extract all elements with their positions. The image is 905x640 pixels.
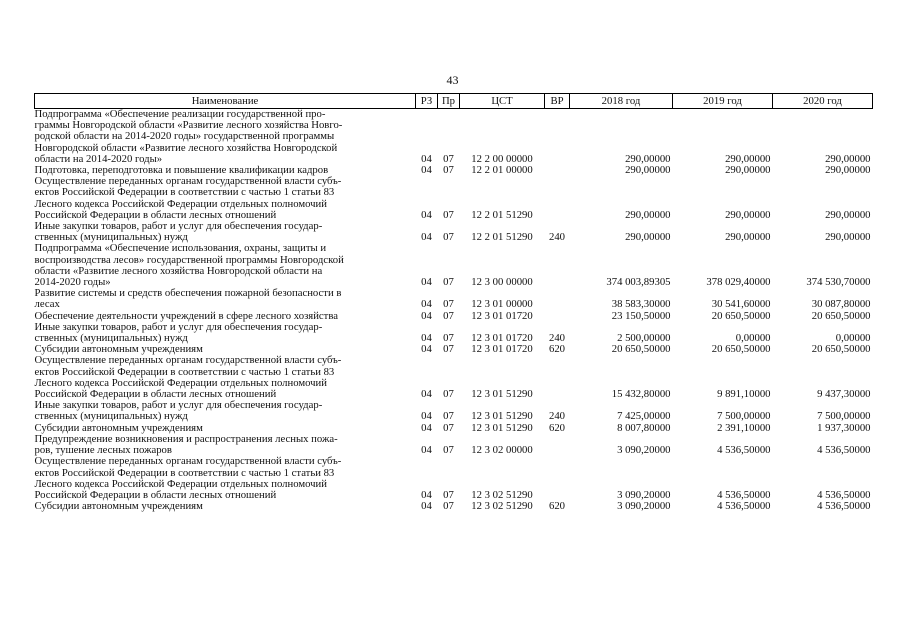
cell-2019: 4 536,50000 bbox=[717, 500, 771, 513]
budget-table bbox=[34, 93, 873, 512]
cell-cst: 12 3 01 51290 bbox=[471, 421, 533, 434]
table-row bbox=[35, 288, 873, 310]
cell-2018: 290,00000 bbox=[625, 208, 671, 221]
cell-rz: 04 bbox=[421, 410, 432, 423]
cell-cst: 12 2 01 51290 bbox=[471, 231, 533, 244]
cell-pr: 07 bbox=[443, 444, 454, 457]
cell-rz: 04 bbox=[421, 309, 432, 322]
cell-name: Подпрограмма «Обеспечение использования, охраны, защиты и воспроизводства лесов» государственной программы Новгородской области «Развитие лесного хозяйства Новгородской области на 2014-2020 годы» bbox=[34, 242, 344, 289]
table-row bbox=[35, 243, 873, 288]
cell-name: Иные закупки товаров, работ и услуг для обеспечения государ- ственных (муниципальных) нужд bbox=[34, 220, 323, 244]
cell-vr: 620 bbox=[548, 500, 566, 513]
cell-2018: 7 425,00000 bbox=[617, 410, 671, 423]
cell-cst: 12 3 02 51290 bbox=[471, 500, 533, 513]
cell-2019: 4 536,50000 bbox=[717, 488, 771, 501]
table-row bbox=[35, 501, 873, 512]
cell-name: Субсидии автономным учреждениям bbox=[34, 421, 203, 434]
cell-2019: 20 650,50000 bbox=[711, 343, 771, 356]
cell-2020: 7 500,00000 bbox=[817, 410, 871, 423]
cell-2020: 4 536,50000 bbox=[817, 444, 871, 457]
cell-2020: 290,00000 bbox=[825, 208, 871, 221]
header-2020: 2020 год bbox=[773, 94, 873, 109]
cell-cst: 12 2 00 00000 bbox=[471, 152, 533, 165]
cell-2020: 0,00000 bbox=[835, 332, 871, 345]
cell-vr bbox=[545, 176, 570, 221]
cell-name: Подпрограмма «Обеспечение реализации государственной про- граммы Новгородской области «Развитие лесного хозяйства Новго- родской области на 2014-2020 годы» государственной программы Новгородской области «Развитие лесного хозяйства Новгородской области на 2014-2020 годы» bbox=[34, 108, 343, 165]
table-row bbox=[35, 176, 873, 221]
cell-vr: 620 bbox=[548, 421, 566, 434]
cell-pr: 07 bbox=[443, 421, 454, 434]
cell-2019: 20 650,50000 bbox=[711, 309, 771, 322]
cell-cst: 12 3 01 01720 bbox=[471, 309, 533, 322]
table-header-row bbox=[35, 94, 873, 109]
cell-2020: 4 536,50000 bbox=[817, 488, 871, 501]
cell-rz: 04 bbox=[421, 276, 432, 289]
cell-cst: 12 3 02 51290 bbox=[471, 488, 533, 501]
cell-cst: 12 3 01 51290 bbox=[471, 410, 533, 423]
cell-2020: 290,00000 bbox=[825, 152, 871, 165]
cell-2019: 9 891,10000 bbox=[717, 388, 771, 401]
cell-name: Подготовка, переподготовка и повышение квалификации кадров bbox=[34, 164, 329, 177]
cell-2020: 20 650,50000 bbox=[811, 343, 871, 356]
table-row bbox=[35, 109, 873, 166]
header-2019: 2019 год bbox=[673, 94, 773, 109]
cell-2018: 290,00000 bbox=[625, 231, 671, 244]
cell-name: Развитие системы и средств обеспечения пожарной безопасности в лесах bbox=[34, 287, 342, 311]
cell-2018: 2 500,00000 bbox=[617, 332, 671, 345]
cell-2018: 290,00000 bbox=[625, 152, 671, 165]
cell-rz: 04 bbox=[421, 500, 432, 513]
cell-rz: 04 bbox=[421, 298, 432, 311]
cell-2018: 3 090,20000 bbox=[617, 500, 671, 513]
cell-2019: 378 029,40000 bbox=[706, 276, 771, 289]
header-cst: ЦСТ bbox=[460, 94, 545, 109]
cell-cst: 12 3 01 51290 bbox=[471, 388, 533, 401]
cell-vr bbox=[545, 109, 570, 166]
cell-name: Осуществление переданных органам государственной власти субъ- ектов Российской Федерации в соответствии с частью 1 статьи 83 Лесного кодекса Российской Федерации отдельных полномочий Российской Федерации в области лесных отношений bbox=[34, 455, 342, 501]
cell-2019: 7 500,00000 bbox=[717, 410, 771, 423]
cell-pr: 07 bbox=[443, 309, 454, 322]
cell-2018: 38 583,30000 bbox=[611, 298, 671, 311]
table-row bbox=[35, 456, 873, 501]
cell-pr: 07 bbox=[443, 388, 454, 401]
header-vr: ВР bbox=[545, 94, 570, 109]
header-rz: РЗ bbox=[416, 94, 438, 109]
cell-rz: 04 bbox=[421, 444, 432, 457]
cell-vr: 240 bbox=[548, 332, 566, 345]
cell-pr: 07 bbox=[443, 208, 454, 221]
cell-rz: 04 bbox=[421, 152, 432, 165]
cell-2020: 9 437,30000 bbox=[817, 388, 871, 401]
cell-pr: 07 bbox=[443, 488, 454, 501]
cell-pr: 07 bbox=[443, 500, 454, 513]
cell-pr: 07 bbox=[443, 164, 454, 177]
cell-vr: 620 bbox=[548, 343, 566, 356]
cell-2018: 3 090,20000 bbox=[617, 488, 671, 501]
cell-vr bbox=[545, 311, 570, 322]
cell-pr: 07 bbox=[443, 332, 454, 345]
table-row bbox=[35, 322, 873, 344]
cell-2019: 0,00000 bbox=[735, 332, 771, 345]
cell-name: Иные закупки товаров, работ и услуг для обеспечения государ- ственных (муниципальных) нужд bbox=[34, 320, 323, 345]
cell-2019: 2 391,10000 bbox=[717, 421, 771, 434]
cell-2019: 290,00000 bbox=[725, 208, 771, 221]
header-name: Наименование bbox=[35, 94, 416, 109]
cell-pr: 07 bbox=[443, 410, 454, 423]
cell-pr: 07 bbox=[443, 298, 454, 311]
cell-2020: 290,00000 bbox=[825, 231, 871, 244]
cell-2018: 20 650,50000 bbox=[611, 343, 671, 356]
cell-name: Обеспечение деятельности учреждений в сфере лесного хозяйства bbox=[34, 309, 338, 322]
cell-name: Субсидии автономным учреждениям bbox=[34, 343, 203, 356]
cell-cst: 12 3 01 01720 bbox=[471, 332, 533, 345]
cell-cst: 12 3 00 00000 bbox=[471, 276, 533, 289]
cell-rz: 04 bbox=[421, 164, 432, 177]
cell-rz: 04 bbox=[421, 231, 432, 244]
cell-vr bbox=[545, 434, 570, 456]
cell-rz: 04 bbox=[421, 208, 432, 221]
cell-name: Предупреждение возникновения и распространения лесных пожа- ров, тушение лесных пожаров bbox=[34, 432, 338, 457]
cell-2019: 30 541,60000 bbox=[711, 298, 771, 311]
cell-name: Осуществление переданных органам государственной власти субъ- ектов Российской Федерации в соответствии с частью 1 статьи 83 Лесного кодекса Российской Федерации отдельных полномочий Российской Федерации в области лесных отношений bbox=[34, 354, 342, 401]
cell-2020: 4 536,50000 bbox=[817, 500, 871, 513]
cell-2018: 3 090,20000 bbox=[617, 444, 671, 457]
cell-2018: 374 003,89305 bbox=[606, 276, 671, 289]
cell-vr: 240 bbox=[548, 410, 566, 423]
cell-rz: 04 bbox=[421, 332, 432, 345]
cell-name: Субсидии автономным учреждениям bbox=[34, 500, 203, 513]
table-row bbox=[35, 221, 873, 243]
cell-cst: 12 3 02 00000 bbox=[471, 444, 533, 457]
table-row bbox=[35, 434, 873, 456]
header-2018: 2018 год bbox=[570, 94, 673, 109]
cell-rz: 04 bbox=[421, 388, 432, 401]
cell-rz: 04 bbox=[421, 343, 432, 356]
page-number: 43 bbox=[446, 73, 459, 87]
cell-rz: 04 bbox=[421, 421, 432, 434]
cell-2018: 290,00000 bbox=[625, 164, 671, 177]
cell-pr: 07 bbox=[443, 152, 454, 165]
cell-vr bbox=[545, 288, 570, 310]
cell-pr: 07 bbox=[443, 343, 454, 356]
cell-pr: 07 bbox=[443, 276, 454, 289]
cell-2020: 30 087,80000 bbox=[811, 298, 871, 311]
cell-vr bbox=[545, 243, 570, 288]
cell-2020: 374 530,70000 bbox=[806, 276, 871, 289]
cell-cst: 12 3 01 00000 bbox=[471, 298, 533, 311]
cell-2020: 20 650,50000 bbox=[811, 309, 871, 322]
table-row bbox=[35, 355, 873, 400]
cell-2018: 23 150,50000 bbox=[611, 309, 671, 322]
cell-vr bbox=[545, 456, 570, 501]
cell-vr: 240 bbox=[548, 231, 566, 244]
cell-2018: 15 432,80000 bbox=[611, 388, 671, 401]
cell-2018: 8 007,80000 bbox=[617, 421, 671, 434]
cell-2019: 290,00000 bbox=[725, 164, 771, 177]
cell-rz: 04 bbox=[421, 488, 432, 501]
cell-name: Осуществление переданных органам государственной власти субъ- ектов Российской Федерации в соответствии с частью 1 статьи 83 Лесного кодекса Российской Федерации отдельных полномочий Российской Федерации в области лесных отношений bbox=[34, 175, 342, 221]
cell-cst: 12 2 01 00000 bbox=[471, 164, 533, 177]
table-row bbox=[35, 400, 873, 422]
cell-2019: 4 536,50000 bbox=[717, 444, 771, 457]
cell-pr: 07 bbox=[443, 231, 454, 244]
cell-2020: 1 937,30000 bbox=[817, 421, 871, 434]
cell-name: Иные закупки товаров, работ и услуг для обеспечения государ- ственных (муниципальных) нужд bbox=[34, 399, 323, 423]
cell-cst: 12 3 01 01720 bbox=[471, 343, 533, 356]
cell-2020: 290,00000 bbox=[825, 164, 871, 177]
cell-cst: 12 2 01 51290 bbox=[471, 208, 533, 221]
cell-2019: 290,00000 bbox=[725, 231, 771, 244]
cell-vr bbox=[545, 165, 570, 176]
cell-2019: 290,00000 bbox=[725, 152, 771, 165]
cell-vr bbox=[545, 355, 570, 400]
header-pr: Пр bbox=[438, 94, 460, 109]
